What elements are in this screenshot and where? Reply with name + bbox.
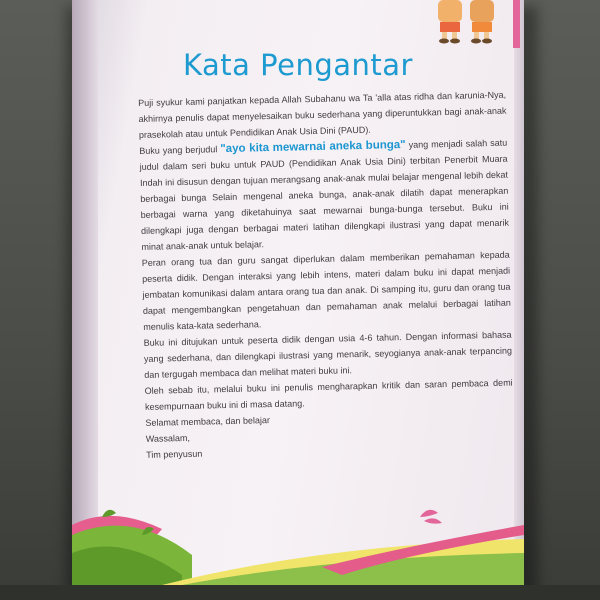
pink-edge-tab xyxy=(513,0,520,48)
grass-hill-decoration xyxy=(72,495,524,585)
paragraph-4: Buku ini ditujukan untuk peserta didik dengan usia 4-6 tahun. Dengan informasi bahasa yang sederhana, dan dilengkapi ilustrasi yang menarik, seyogianya anak-anak terpancing dan tergugah membaca dan melihat materi buku ini. xyxy=(143,329,513,380)
paragraph-2 xyxy=(139,135,509,255)
paragraph-1: Puji syukur kami panjatkan kepada Allah Subahanu wa Ta 'alla atas ridha dan karunia-Nya, akhirnya penulis dapat menyelesaikan buku sederhana yang diperuntukkan bagi anak-anak prasekolah atau untuk Pendidikan Anak Usia Dini (PAUD). xyxy=(138,89,507,140)
closing-line: Selamat membaca, dan belajar xyxy=(145,415,271,428)
page-title: Kata Pengantar xyxy=(183,48,413,82)
leaf-sprout-icon xyxy=(420,510,442,524)
floor-edge xyxy=(0,585,600,600)
paragraph-5: Oleh sebab itu, melalui buku ini penulis mengharapkan kritik dan saran pembaca demi kesempurnaan buku ini di masa datang. xyxy=(144,377,513,412)
paragraph-3: Peran orang tua dan guru sangat diperlukan dalam memberikan pemahaman kepada peserta didik. Dengan interaksi yang lebih intens, materi dalam buku ini dapat menjadi jembatan komunikasi dalam antara orang tua dan anak. Di samping itu, guru dan orang tua dapat mengembangkan pengetahuan dan pemahaman anak melalui berbagai latihan menulis kata-kata sederhana. xyxy=(141,249,511,332)
signature: Tim penyusun xyxy=(146,448,203,460)
paragraph-2-rest: yang menjadi salah satu judul dalam seri buku untuk PAUD (Pendidikan Anak Usia Dini) terbitan Penerbit Muara Indah ini disusun dengan tujuan merangsang anak-anak mulai belajar mengenal lebih dekat berbagai bunga Selain mengenal aneka bunga, anak-anak dilatih dapat menerapkan berbagai warna yang diketahuinya saat mewarnai bunga-bunga tersebut. Buku ini dilengkapi juga dengan berbagai materi latihan dilengkapi ilustrasi yang dapat menarik minat anak-anak untuk belajar. xyxy=(139,137,510,252)
preface-text xyxy=(138,87,514,463)
cartoon-kids-illustration xyxy=(434,0,504,44)
book-page xyxy=(72,0,524,585)
salutation: Wassalam, xyxy=(145,432,191,444)
book-title-highlight: "ayo kita mewarnai aneka bunga" xyxy=(220,138,406,156)
paragraph-2-lead: Buku yang berjudul xyxy=(139,144,221,156)
